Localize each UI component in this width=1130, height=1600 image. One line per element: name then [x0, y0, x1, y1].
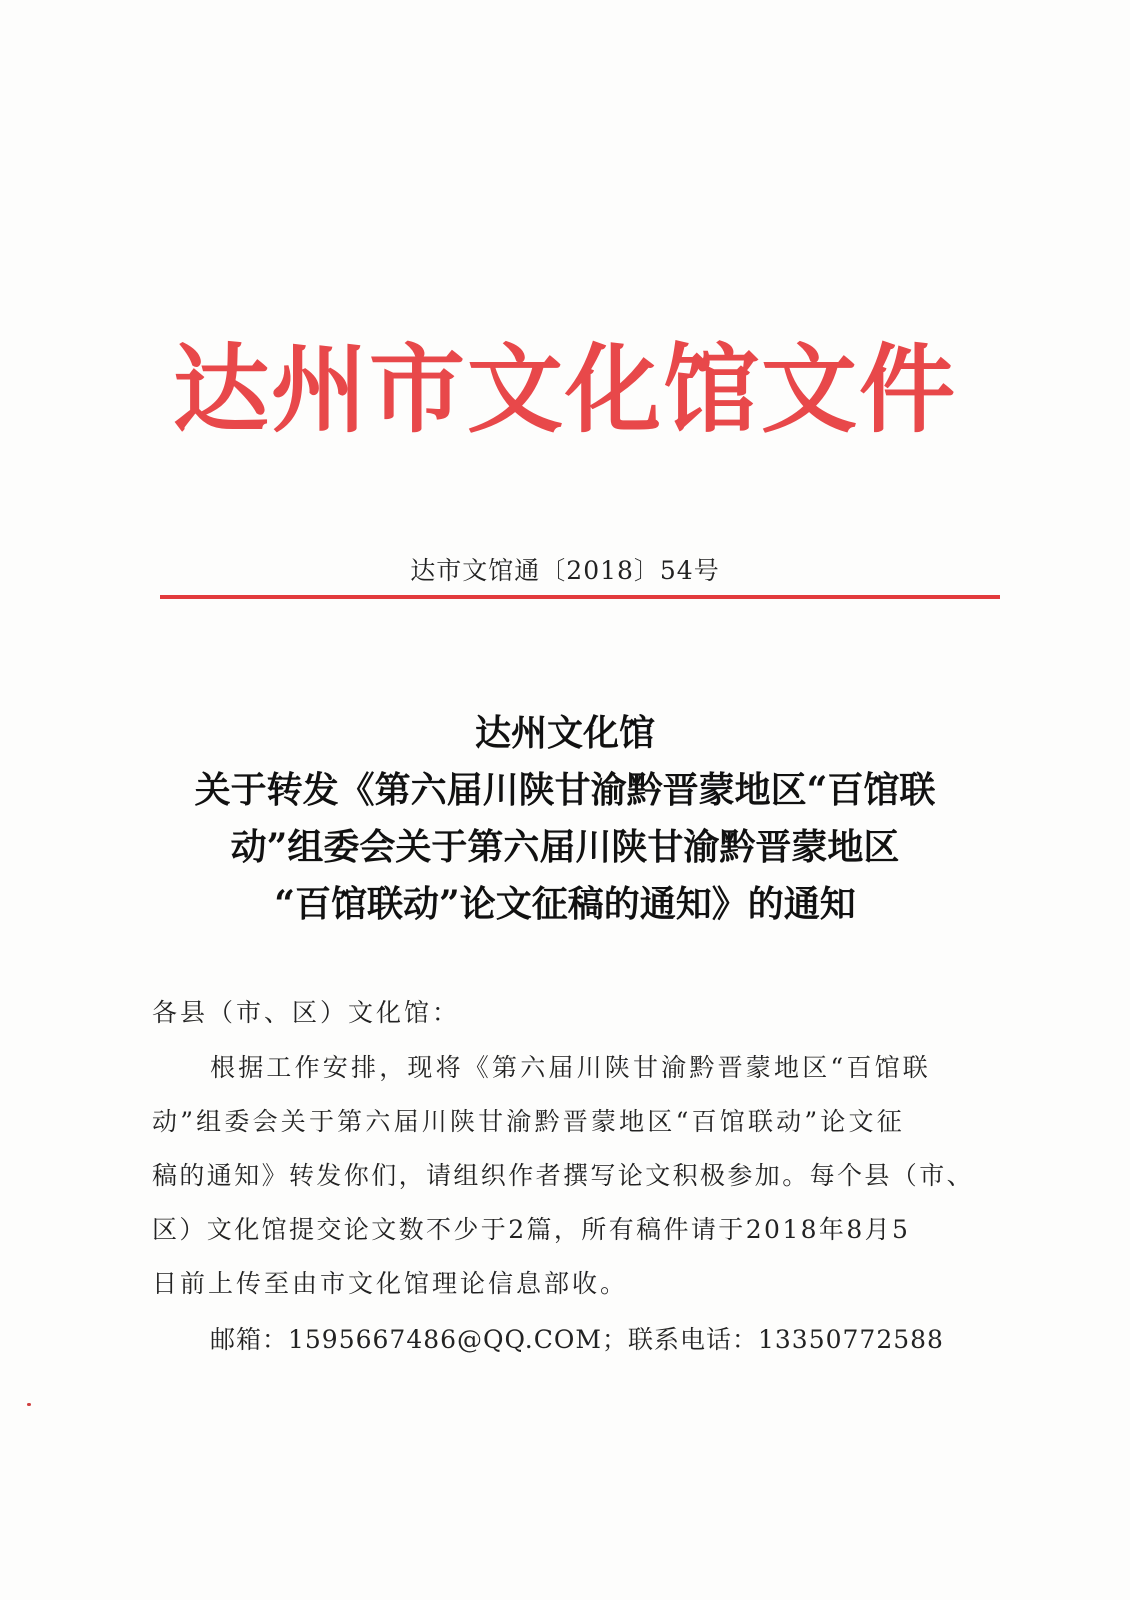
title-line: 达州文化馆	[474, 712, 655, 754]
title-line: 关于转发《第六届川陕甘渝黔晋蒙地区“百馆联	[194, 769, 936, 811]
contact-info: 邮箱：1595667486@QQ.COM；联系电话：13350772588	[210, 1325, 944, 1354]
scan-speck	[27, 1403, 31, 1406]
title-line: “百馆联动”论文征稿的通知》的通知	[274, 883, 856, 925]
title-line: 动”组委会关于第六届川陕甘渝黔晋蒙地区	[230, 826, 900, 868]
document-number: 达市文馆通〔2018〕54号	[410, 556, 720, 585]
body-text-line: 动”组委会关于第六届川陕甘渝黔晋蒙地区“百馆联动”论文征	[152, 1107, 905, 1136]
body-text-line: 区）文化馆提交论文数不少于2篇，所有稿件请于2018年8月5	[152, 1215, 911, 1244]
notice-title	[140, 705, 990, 933]
masthead-title: 达州市文化馆文件	[173, 333, 957, 446]
salutation: 各县（市、区）文化馆：	[152, 998, 461, 1027]
body-text-line: 稿的通知》转发你们，请组织作者撰写论文积极参加。每个县（市、	[152, 1161, 975, 1190]
body-text-line: 根据工作安排，现将《第六届川陕甘渝黔晋蒙地区“百馆联	[210, 1053, 931, 1082]
body-text-line: 日前上传至由市文化馆理论信息部收。	[152, 1269, 629, 1298]
red-divider-rule	[160, 595, 1000, 599]
